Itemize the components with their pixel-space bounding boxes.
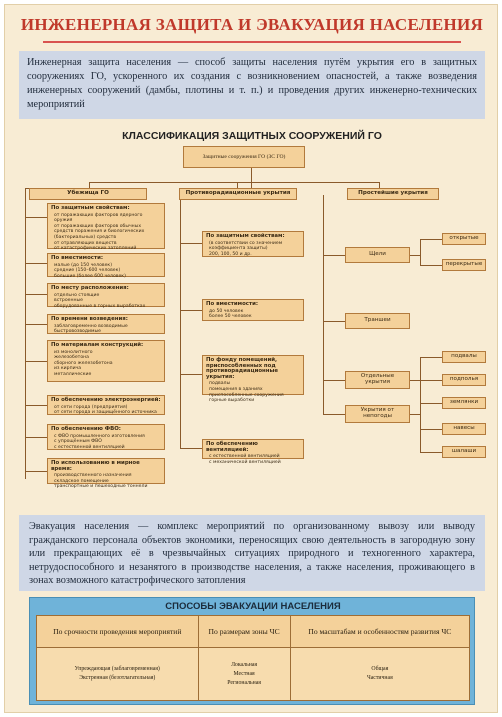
shelters-group: По времени возведения: заблаговременно возводимые быстровозводимые <box>47 314 165 334</box>
methods-cell-urgency: Упреждающая (заблаговременная) Экстренная (безотлагательная) <box>37 648 199 701</box>
root-node: Защитные сооружения ГО (ЗС ГО) <box>183 146 305 168</box>
page-title: ИНЖЕНЕРНАЯ ЗАЩИТА И ЭВАКУАЦИЯ НАСЕЛЕНИЯ <box>20 15 484 34</box>
leaf-basements: подвалы <box>442 351 486 363</box>
methods-header: По срочности проведения мероприятий <box>37 616 199 648</box>
shelters-group: По материалам конструкций: из монолитного железобетона сборного железобетона из кирпича металлические <box>47 340 165 382</box>
leaf-canopies-box: навесы <box>442 423 486 435</box>
antiradiation-group: По защитным свойствам: (в соответствии со значением коэффициента защиты) 200, 100, 50 и др. <box>202 231 304 257</box>
evacuation-text: Эвакуация населения — комплекс мероприятий по организованному вывозу или выводу гражданского персонала объектов экономики, переносящих свою деятельность в загородную зону или прекращающих её в чрезвычайных ситуациях природного и техногенного характера, нетрудоспособного и незанятого в производстве населения, а также населения, проживающего в зонах возможного катастрофического затопления <box>19 515 485 591</box>
antiradiation-group: По фонду помещений, приспособленных под противорадиационные укрытия: подвалы помещения в зданиях приспособленные сооружения горные выработки <box>202 355 304 395</box>
classification-title: КЛАССИФИКАЦИЯ ЗАЩИТНЫХ СООРУЖЕНИЙ ГО <box>122 130 382 142</box>
methods-title: СПОСОБЫ ЭВАКУАЦИИ НАСЕЛЕНИЯ <box>165 601 341 612</box>
leaf-dugouts: землянки <box>442 397 486 409</box>
intro-text: Инженерная защита населения — способ защиты населения путём укрытия его в защитных сооружениях ГО, ускоренного их создания с возникновением опасностей, а также возведения инженерных сооружений (дамбы, плотины и т. п.) и проведения других инженерно-технических мероприятий <box>19 51 485 119</box>
methods-cell-zone: Локальная Местная Региональная <box>198 648 290 701</box>
antiradiation-group: По вместимости: до 50 человек более 50 человек <box>202 299 304 321</box>
shelters-group: По месту расположения: отдельно стоящие встроенные оборудованные в горных выработках <box>47 283 165 307</box>
simple-item-weather: Укрытия от непогоды <box>345 405 410 423</box>
evacuation-methods-panel <box>29 597 475 705</box>
methods-header: По масштабам и особенностям развития ЧС <box>290 616 469 648</box>
poster <box>4 4 498 713</box>
methods-header: По размерам зоны ЧС <box>198 616 290 648</box>
shelters-group: По защитным свойствам: от поражающих факторов ядерного оружия от поражающих факторов обычных средств поражения и биологических (бактериальных) средств от отравляющих веществ от катастрофических затоплений <box>47 203 165 249</box>
methods-cell-scale: Общая Частичная <box>290 648 469 701</box>
leaf-open: открытые <box>442 233 486 245</box>
methods-table <box>36 615 470 701</box>
shelters-group: По вместимости: малые (до 150 человек) средние (150–600 человек) большие (более 600 человек) <box>47 253 165 277</box>
leaf-cellars: подполья <box>442 374 486 386</box>
column-shelters: Убежища ГО <box>29 188 147 200</box>
simple-item-trench: Щели <box>345 247 410 263</box>
simple-item-individual: Отдельные укрытия <box>345 371 410 389</box>
column-antiradiation: Противорадиационные укрытия <box>179 188 297 200</box>
shelters-group: По обеспечению электроэнергией: от сети города (предприятия) от сети города и защищённого источника <box>47 395 165 415</box>
antiradiation-group: По обеспечению вентиляцией: с естественной вентиляцией с механической вентиляцией <box>202 439 304 459</box>
simple-item-trenches: Траншеи <box>345 313 410 329</box>
column-simple: Простейшие укрытия <box>347 188 439 200</box>
shelters-group: По обеспечению ФВО: с ФВО промышленного изготовления с упрощённым ФВО с естественной вентиляцией <box>47 424 165 450</box>
leaf-covered: перекрытые <box>442 259 486 271</box>
shelters-group: По использованию в мирное время: производственного назначения складское помещение транспортные и пешеходные тоннели <box>47 458 165 484</box>
leaf-huts: шалаши <box>442 446 486 458</box>
